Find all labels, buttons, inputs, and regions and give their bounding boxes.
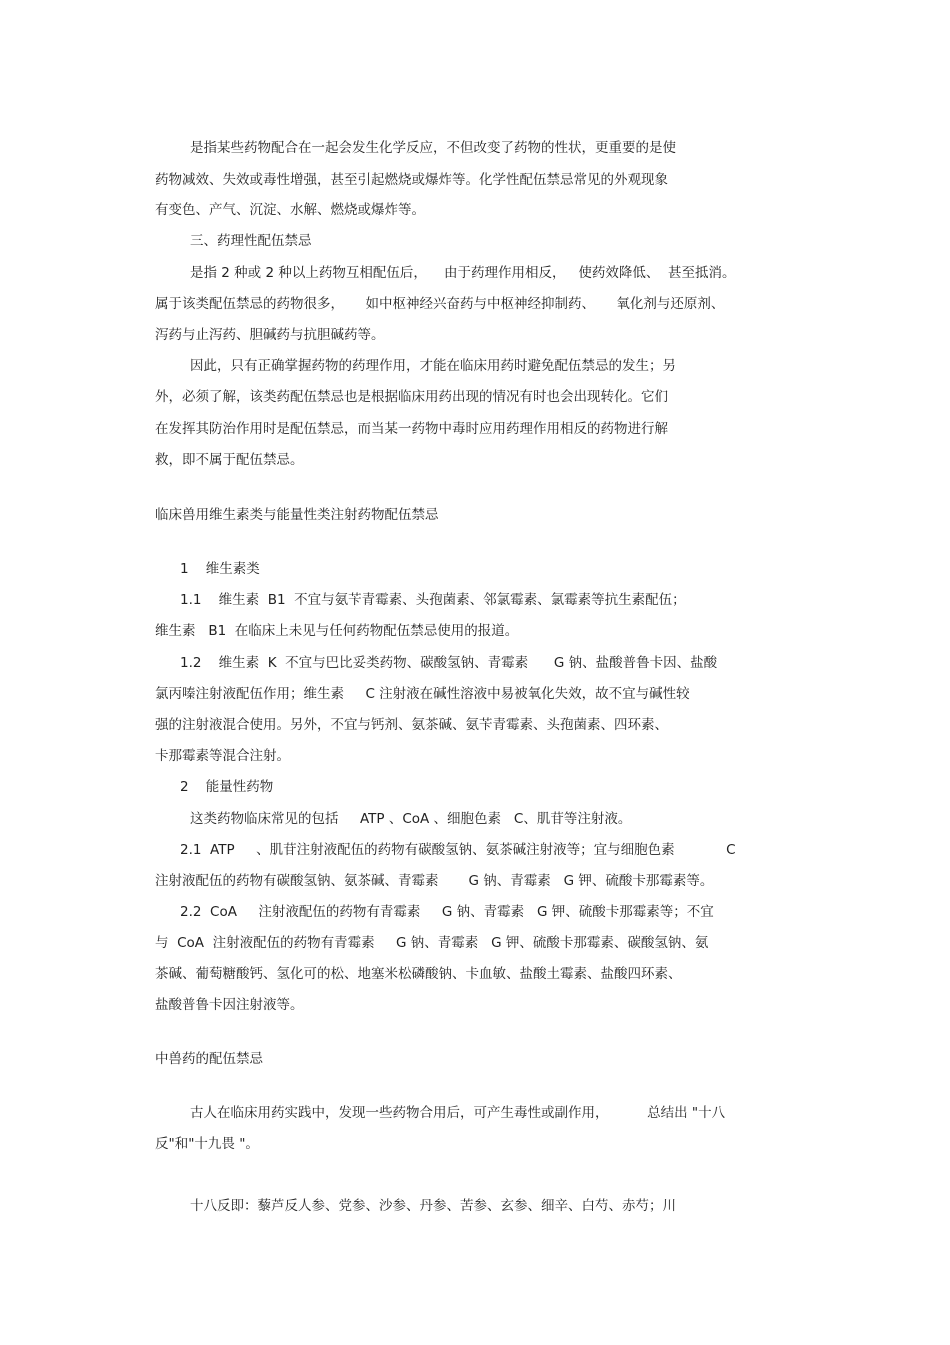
text-line-31: 十八反即：藜芦反人参、党参、沙参、丹参、苦参、玄参、细辛、白芍、赤芍；川 xyxy=(190,1198,676,1214)
section-heading: 三、药理性配伍禁忌 xyxy=(190,233,312,249)
text-line-22: 2.1 ATP 、肌苷注射液配伍的药物有碳酸氢钠、氨茶碱注射液等；宜与细胞色素 C xyxy=(180,842,736,858)
text-line-25: 与 CoA 注射液配伍的药物有青霉素 G 钠、青霉素 G 钾、硫酸卡那霉素、碳酸氢钠、氨 xyxy=(155,935,709,951)
text-line-8: 因此，只有正确掌握药物的药理作用，才能在临床用药时避免配伍禁忌的发生；另 xyxy=(190,358,676,374)
text-line-23: 注射液配伍的药物有碳酸氢钠、氨茶碱、青霉素 G 钠、青霉素 G 钾、硫酸卡那霉素等。 xyxy=(155,873,714,889)
text-line-15: 维生素 B1 在临床上未见与任何药物配伍禁忌使用的报道。 xyxy=(155,623,519,639)
title-tcm-incompatibility: 中兽药的配伍禁忌 xyxy=(155,1051,263,1067)
text-line-17: 氯丙嗪注射液配伍作用；维生素 C 注射液在碱性溶液中易被氧化失效，故不宜与碱性较 xyxy=(155,686,690,702)
text-line-29: 古人在临床用药实践中，发现一些药物合用后，可产生毒性或副作用， 总结出 "十八 xyxy=(190,1105,726,1121)
text-line-10: 在发挥其防治作用时是配伍禁忌，而当某一药物中毒时应用药理作用相反的药物进行解 xyxy=(155,421,668,437)
text-line-16: 1.2 维生素 K 不宜与巴比妥类药物、碳酸氢钠、青霉素 G 钠、盐酸普鲁卡因、盐酸 xyxy=(180,655,718,671)
text-line-3: 有变色、产气、沉淀、水解、燃烧或爆炸等。 xyxy=(155,202,425,218)
text-line-2: 药物减效、失效或毒性增强，甚至引起燃烧或爆炸等。化学性配伍禁忌常见的外观现象 xyxy=(155,172,668,188)
text-line-27: 盐酸普鲁卡因注射液等。 xyxy=(155,997,304,1013)
text-line-11: 救，即不属于配伍禁忌。 xyxy=(155,452,304,468)
text-line-24: 2.2 CoA 注射液配伍的药物有青霉素 G 钠、青霉素 G 钾、硫酸卡那霉素等；不宜 xyxy=(180,904,714,920)
text-line-14: 1.1 维生素 B1 不宜与氨苄青霉素、头孢菌素、邻氯霉素、氯霉素等抗生素配伍； xyxy=(180,592,686,608)
text-line-9: 外，必须了解，该类药配伍禁忌也是根据临床用药出现的情况有时也会出现转化。它们 xyxy=(155,389,668,405)
subheading-energy-drugs: 2 能量性药物 xyxy=(180,779,274,795)
text-line-7: 泻药与止泻药、胆碱药与抗胆碱药等。 xyxy=(155,327,385,343)
text-line-26: 茶碱、葡萄糖酸钙、氢化可的松、地塞米松磷酸钠、卡血敏、盐酸土霉素、盐酸四环素、 xyxy=(155,966,682,982)
text-line-1: 是指某些药物配合在一起会发生化学反应，不但改变了药物的性状，更重要的是使 xyxy=(190,140,676,156)
title-vitamin-energy: 临床兽用维生素类与能量性类注射药物配伍禁忌 xyxy=(155,507,439,523)
text-line-18: 强的注射液混合使用。另外，不宜与钙剂、氨茶碱、氨苄青霉素、头孢菌素、四环素、 xyxy=(155,717,668,733)
text-line-30: 反"和"十九畏 "。 xyxy=(155,1136,259,1152)
subheading-vitamins: 1 维生素类 xyxy=(180,561,260,577)
text-line-19: 卡那霉素等混合注射。 xyxy=(155,748,290,764)
text-line-6: 属于该类配伍禁忌的药物很多， 如中枢神经兴奋药与中枢神经抑制药、 氧化剂与还原剂、 xyxy=(155,296,725,312)
text-line-21: 这类药物临床常见的包括 ATP 、CoA 、细胞色素 C、肌苷等注射液。 xyxy=(190,811,632,827)
text-line-5: 是指 2 种或 2 种以上药物互相配伍后， 由于药理作用相反， 使药效降低、 甚至抵消。 xyxy=(190,265,736,281)
